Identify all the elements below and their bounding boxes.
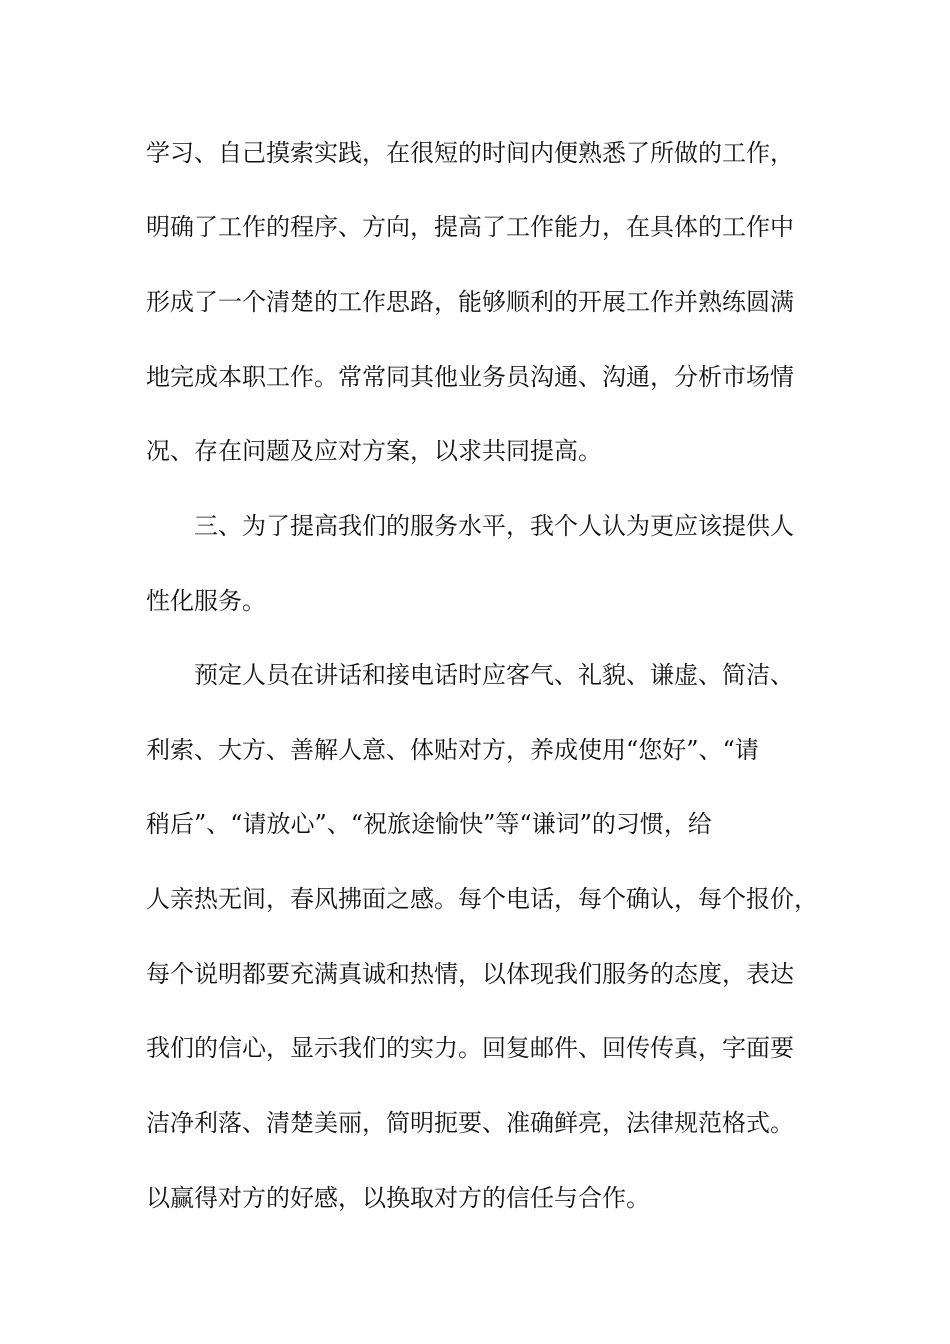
paragraph-heading-line: 三、为了提高我们的服务水平，我个人认为更应该提供人: [194, 512, 794, 540]
text-line: 稍后”、“请放心”、“祝旅途愉快”等“谦词”的习惯，给: [146, 810, 712, 838]
text-line: 洁净利落、清楚美丽，简明扼要、准确鲜亮，法律规范格式。: [146, 1109, 794, 1137]
text-line: 每个说明都要充满真诚和热情，以体现我们服务的态度，表达: [146, 960, 794, 988]
text-line: 明确了工作的程序、方向，提高了工作能力，在具体的工作中: [146, 213, 794, 241]
text-line: 学习、自己摸索实践，在很短的时间内便熟悉了所做的工作，: [146, 139, 794, 167]
text-line: 地完成本职工作。常常同其他业务员沟通、沟通，分析市场情: [146, 363, 794, 391]
paragraph-start-line: 预定人员在讲话和接电话时应客气、礼貌、谦虚、简洁、: [194, 661, 794, 689]
text-line: 人亲热无间，春风拂面之感。每个电话，每个确认，每个报价，: [146, 885, 818, 913]
text-line: 利索、大方、善解人意、体贴对方，养成使用“您好”、“请: [146, 736, 759, 764]
text-line: 形成了一个清楚的工作思路，能够顺利的开展工作并熟练圆满: [146, 288, 794, 316]
text-line: 以赢得对方的好感，以换取对方的信任与合作。: [146, 1184, 650, 1212]
text-line: 性化服务。: [146, 587, 266, 615]
text-line: 况、存在问题及应对方案，以求共同提高。: [146, 437, 602, 465]
text-line: 我们的信心，显示我们的实力。回复邮件、回传传真，字面要: [146, 1034, 794, 1062]
